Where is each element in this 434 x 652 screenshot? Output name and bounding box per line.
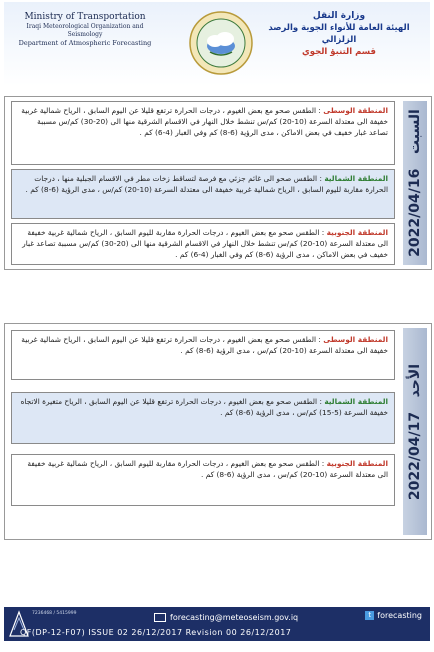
document-header [4,2,430,86]
region-name: المنطقة الجنوبية [326,228,388,237]
contact-email[interactable]: forecasting@meteoseism.gov.iq [154,613,298,622]
twitter-icon: t [365,611,374,620]
org-name-ar: الهيئة العامة للأنواء الجوية والرصد الزلزالي [268,23,410,45]
day-tab [403,328,427,535]
twitter-link[interactable]: t forecasting [365,611,422,620]
region-text: الطقس صحو مع بعض الغيوم ، درجات الحرارة ترتفع قليلا عن اليوم السابق ، الرياح متغيرة الاتجاه خفيفة السرعة (5-15) كم/س ، مدى الرؤية (6-8) كم . [20,397,388,417]
org-name-en: Iraqi Meteorological Organization and Seismology [26,23,144,38]
forecast-day-1 [4,96,432,270]
region-text: الطقس صحو مع بعض الغيوم ، درجات الحرارة مقاربة لليوم السابق ، الرياح شمالية غربية خفيفة الى معتدلة السرعة (10-20) كم/س تنشط خلال النهار في الاقسام الشرقية منها الى (20-30) كم/س مسببة تصاعد غبار خفيف في بعض الاماكن ، مدى الرؤية (6-8) كم وفي الغبار (4-6) كم . [22,228,388,259]
region-name: المنطقة الوسطى [323,335,388,344]
region-name: المنطقة الجنوبية [326,459,388,468]
region-text: الطقس صحو الى غائم جزئي مع فرصة لتساقط زخات مطر في الاقسام الجبلية منها ، درجات الحرارة مقاربة لليوم السابق ، الرياح شمالية غربية خفيفة الى معتدلة السرعة (10-20) كم/س ، مدى الرؤية (6-8) كم . [25,174,388,194]
document-control-code: QF(DP-12-F07) ISSUE 02 26/12/2017 Revision 00 26/12/2017 [20,628,292,637]
ministry-name-en: Ministry of Transportation [24,12,146,22]
region-name: المنطقة الوسطى [323,106,388,115]
region-south: المنطقة الجنوبية : الطقس صحو مع بعض الغيوم ، درجات الحرارة مقاربة لليوم السابق ، الرياح شمالية غربية خفيفة الى معتدلة السرعة (10-20) كم/س ، مدى الرؤية (6-8) كم . [11,454,395,506]
region-name: المنطقة الشمالية [324,174,388,183]
dept-name-en: Department of Atmospheric Forecasting [18,39,152,47]
day-label: الأحد 2022/04/17 [407,363,423,500]
ministry-name-ar: وزارة النقل [312,11,366,21]
region-text: الطقس صحو مع بعض الغيوم ، درجات الحرارة مقاربة لليوم السابق ، الرياح شمالية غربية خفيفة الى معتدلة السرعة (10-20) كم/س ، مدى الرؤية (6-8) كم . [27,459,388,479]
document-footer [4,607,430,641]
day-tab [403,101,427,265]
region-central: المنطقة الوسطى : الطقس صحو مع بعض الغيوم ، درجات الحرارة ترتفع قليلا عن اليوم السابق ، الرياح شمالية غربية خفيفة الى معتدلة السرعة (10-20) كم/س تنشط خلال النهار في الاقسام الشرقية منها الى (20-30) كم/س مسببة تصاعد غبار خفيف في بعض الاماكن ، مدى الرؤية (6-8) كم وفي الغبار (4-6) كم . [11,101,395,165]
email-icon [154,613,166,622]
region-name: المنطقة الشمالية [324,397,388,406]
meteorology-logo-icon [188,10,254,76]
region-text: الطقس صحو مع بعض الغيوم ، درجات الحرارة ترتفع قليلا عن اليوم السابق ، الرياح شمالية غربية خفيفة الى معتدلة السرعة (10-20) كم/س تنشط خلال النهار في الاقسام الشرقية منها الى (20-30) كم/س مسببة تصاعد غبار خفيف في بعض الاماكن ، مدى الرؤية (6-8) كم وفي الغبار (4-6) كم . [21,106,388,137]
dept-name-ar: قسم التنبؤ الجوي [302,47,376,57]
region-text: الطقس صحو مع بعض الغيوم ، درجات الحرارة ترتفع قليلا عن اليوم السابق ، الرياح شمالية غربية خفيفة الى معتدلة السرعة (10-20) كم/س ، مدى الرؤية (6-8) كم . [21,335,388,355]
region-north: المنطقة الشمالية : الطقس صحو مع بعض الغيوم ، درجات الحرارة ترتفع قليلا عن اليوم السابق ، الرياح متغيرة الاتجاه خفيفة السرعة (5-15) كم/س ، مدى الرؤية (6-8) كم . [11,392,395,444]
forecast-day-2 [4,323,432,540]
phone-numbers: 7236468 / 5415999 [32,611,77,616]
header-arabic [254,10,424,58]
region-south: المنطقة الجنوبية : الطقس صحو مع بعض الغيوم ، درجات الحرارة مقاربة لليوم السابق ، الرياح شمالية غربية خفيفة الى معتدلة السرعة (10-20) كم/س تنشط خلال النهار في الاقسام الشرقية منها الى (20-30) كم/س مسببة تصاعد غبار خفيف في بعض الاماكن ، مدى الرؤية (6-8) كم وفي الغبار (4-6) كم . [11,223,395,265]
header-english [10,12,160,48]
region-north: المنطقة الشمالية : الطقس صحو الى غائم جزئي مع فرصة لتساقط زخات مطر في الاقسام الجبلية منها ، درجات الحرارة مقاربة لليوم السابق ، الرياح شمالية غربية خفيفة الى معتدلة السرعة (10-20) كم/س ، مدى الرؤية (6-8) كم . [11,169,395,219]
region-central: المنطقة الوسطى : الطقس صحو مع بعض الغيوم ، درجات الحرارة ترتفع قليلا عن اليوم السابق ، الرياح شمالية غربية خفيفة الى معتدلة السرعة (10-20) كم/س ، مدى الرؤية (6-8) كم . [11,330,395,380]
day-label: السبت 2022/04/16 [407,109,423,257]
